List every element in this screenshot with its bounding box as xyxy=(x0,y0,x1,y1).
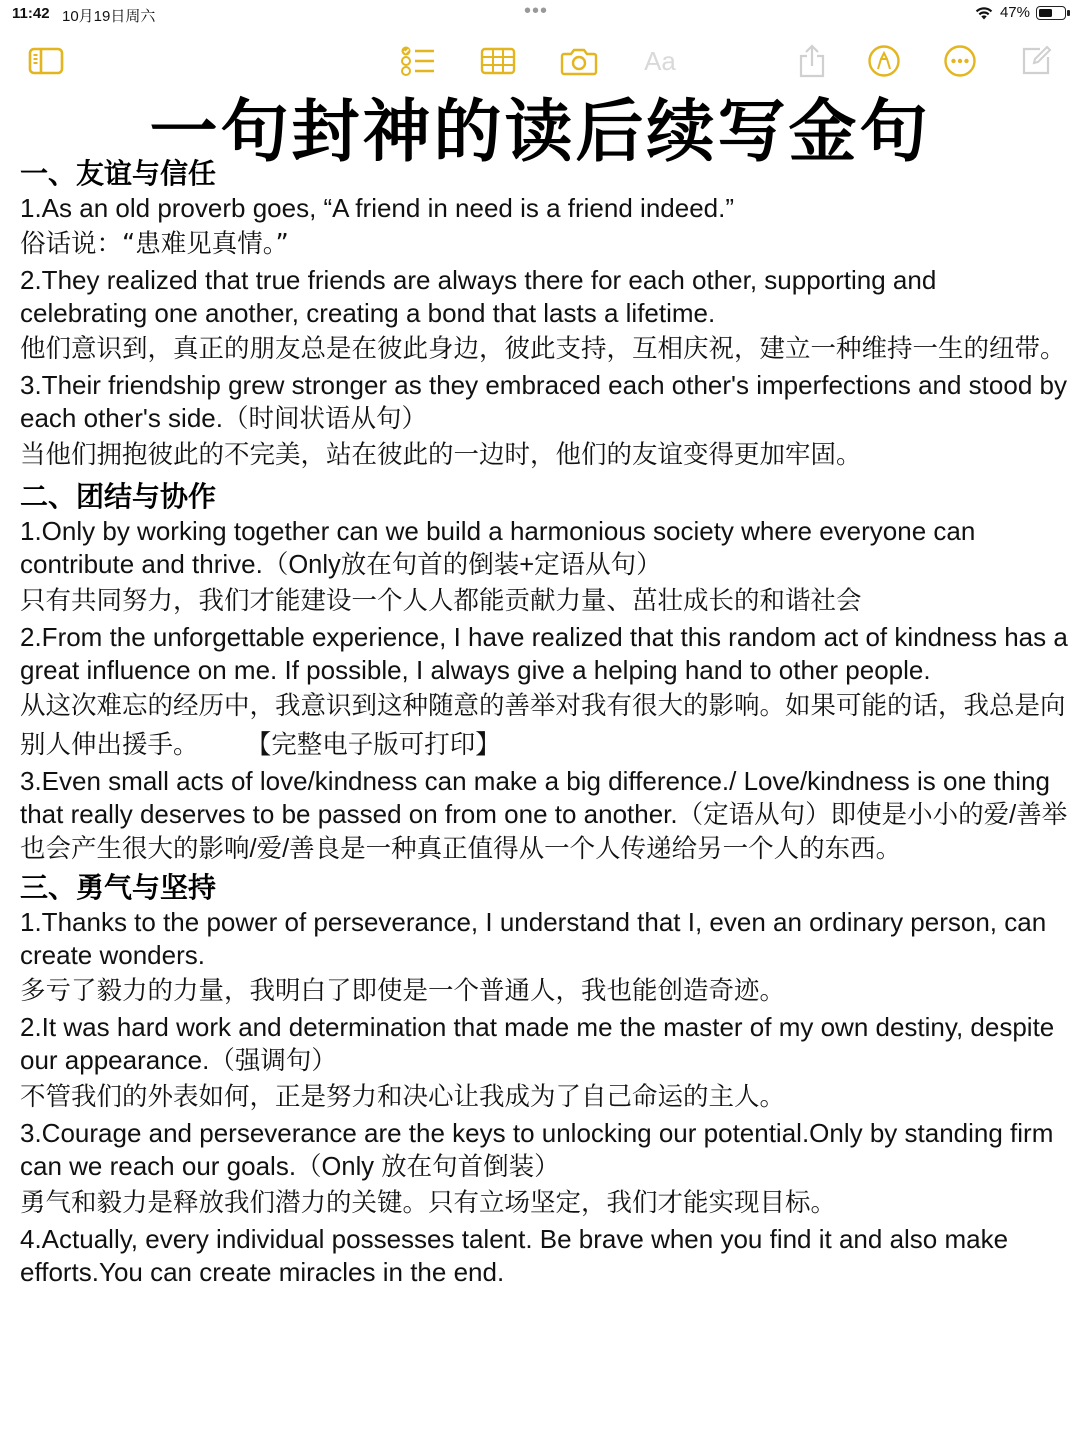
chinese-translation xyxy=(20,687,1070,765)
camera-button[interactable] xyxy=(557,36,601,86)
compose-icon xyxy=(1020,45,1052,77)
sidebar-toggle-button[interactable] xyxy=(24,36,68,86)
status-date: 10月19日周六 xyxy=(62,8,156,25)
chinese-text: 从这次难忘的经历中，我意识到这种随意的善举对我有很大的影响。如果可能的话，我总是向别人伸出援手。 xyxy=(20,691,1066,760)
checklist-icon xyxy=(400,45,436,77)
english-sentence xyxy=(20,515,1070,582)
chinese-translation: 不管我们的外表如何，正是努力和决心让我成为了自己命运的主人。 xyxy=(20,1082,786,1112)
status-time: 11:42 xyxy=(12,5,50,22)
markup-button[interactable] xyxy=(862,36,906,86)
more-icon xyxy=(943,44,977,78)
grammar-note: （Only 放在句首倒装） xyxy=(296,1153,560,1181)
english-sentence: 4.Actually, every individual possesses talent. Be brave when you find it and also make efforts.You can create miracles in the end. xyxy=(20,1224,1009,1287)
printable-tag: 【完整电子版可打印】 xyxy=(258,730,501,760)
format-button[interactable] xyxy=(638,36,682,86)
grammar-note: （强调句） xyxy=(209,1047,337,1075)
notes-toolbar xyxy=(0,36,1080,86)
chinese-translation: 即使是小小的爱/善举也会产生很大的影响/爱/善良是一种真正值得从一个人传递给另一个人的东西。 xyxy=(20,801,1068,863)
english-text: 2.It was hard work and determination that made me the master of my own destiny, despite our appearance. xyxy=(20,1012,1055,1075)
english-sentence xyxy=(20,369,1070,436)
grammar-note: （Only放在句首的倒装+定语从句） xyxy=(262,551,662,579)
english-sentence: 1.Thanks to the power of perseverance, I understand that I, even an ordinary person, can create wonders. xyxy=(20,907,1047,970)
section-heading: 三、勇气与坚持 xyxy=(20,871,217,904)
wifi-icon xyxy=(974,5,994,21)
chinese-translation: 勇气和毅力是释放我们潜力的关键。只有立场坚定，我们才能实现目标。 xyxy=(20,1188,837,1218)
english-text: 1.Only by working together can we build a harmonious society where everyone can contribute and thrive. xyxy=(20,516,976,579)
multitasking-dots[interactable]: ••• xyxy=(524,0,549,22)
compose-button[interactable] xyxy=(1014,36,1058,86)
more-button[interactable] xyxy=(938,36,982,86)
status-indicators xyxy=(974,4,1066,21)
english-text: 3.Courage and perseverance are the keys to unlocking our potential.Only by standing firm can we reach our goals. xyxy=(20,1118,1054,1181)
share-icon xyxy=(797,44,827,78)
chinese-translation: 他们意识到，真正的朋友总是在彼此身边，彼此支持，互相庆祝，建立一种维持一生的纽带。 xyxy=(20,334,1066,364)
note-body[interactable] xyxy=(20,90,1070,1289)
english-sentence xyxy=(20,1117,1070,1184)
camera-icon xyxy=(560,46,598,76)
grammar-note: （时间状语从句） xyxy=(222,405,427,433)
english-text: 3.Their friendship grew stronger as they embraced each other's imperfections and stood by each other's side. xyxy=(20,370,1067,433)
chinese-translation: 多亏了毅力的力量，我明白了即使是一个普通人，我也能创造奇迹。 xyxy=(20,976,786,1006)
table-button[interactable] xyxy=(476,36,520,86)
checklist-button[interactable] xyxy=(396,36,440,86)
status-bar xyxy=(0,0,1080,28)
chinese-translation: 当他们拥抱彼此的不完美，站在彼此的一边时，他们的友谊变得更加牢固。 xyxy=(20,440,862,470)
table-icon xyxy=(480,47,516,75)
note-title: 一句封神的读后续写金句 xyxy=(149,93,931,172)
battery-icon xyxy=(1036,6,1066,20)
english-sentence: 2.From the unforgettable experience, I have realized that this random act of kindness has a great influence on me. If possible, I always give a helping hand to other people. xyxy=(20,622,1068,685)
section-heading: 一、友谊与信任 xyxy=(20,157,217,190)
sidebar-icon xyxy=(28,46,64,76)
format-icon: Aa xyxy=(644,45,676,76)
share-button[interactable] xyxy=(790,36,834,86)
english-text: 3.Even small acts of love/kindness can make a big difference./ Love/kindness is one thing that really deserves to be passed on from one to another. xyxy=(20,766,1050,829)
markup-icon xyxy=(867,44,901,78)
english-sentence: 2.They realized that true friends are always there for each other, supporting and celebrating one another, creating a bond that lasts a lifetime. xyxy=(20,265,937,328)
chinese-translation: 俗话说：“患难见真情。” xyxy=(20,229,289,259)
section-heading: 二、团结与协作 xyxy=(20,480,217,513)
english-sentence xyxy=(20,765,1070,866)
grammar-note: （定语从句） xyxy=(677,801,831,829)
english-sentence xyxy=(20,1011,1070,1078)
chinese-translation: 只有共同努力，我们才能建设一个人人都能贡献力量、茁壮成长的和谐社会 xyxy=(20,586,862,616)
battery-percent: 47% xyxy=(999,4,1030,21)
english-sentence: 1.As an old proverb goes, “A friend in need is a friend indeed.” xyxy=(20,193,734,223)
